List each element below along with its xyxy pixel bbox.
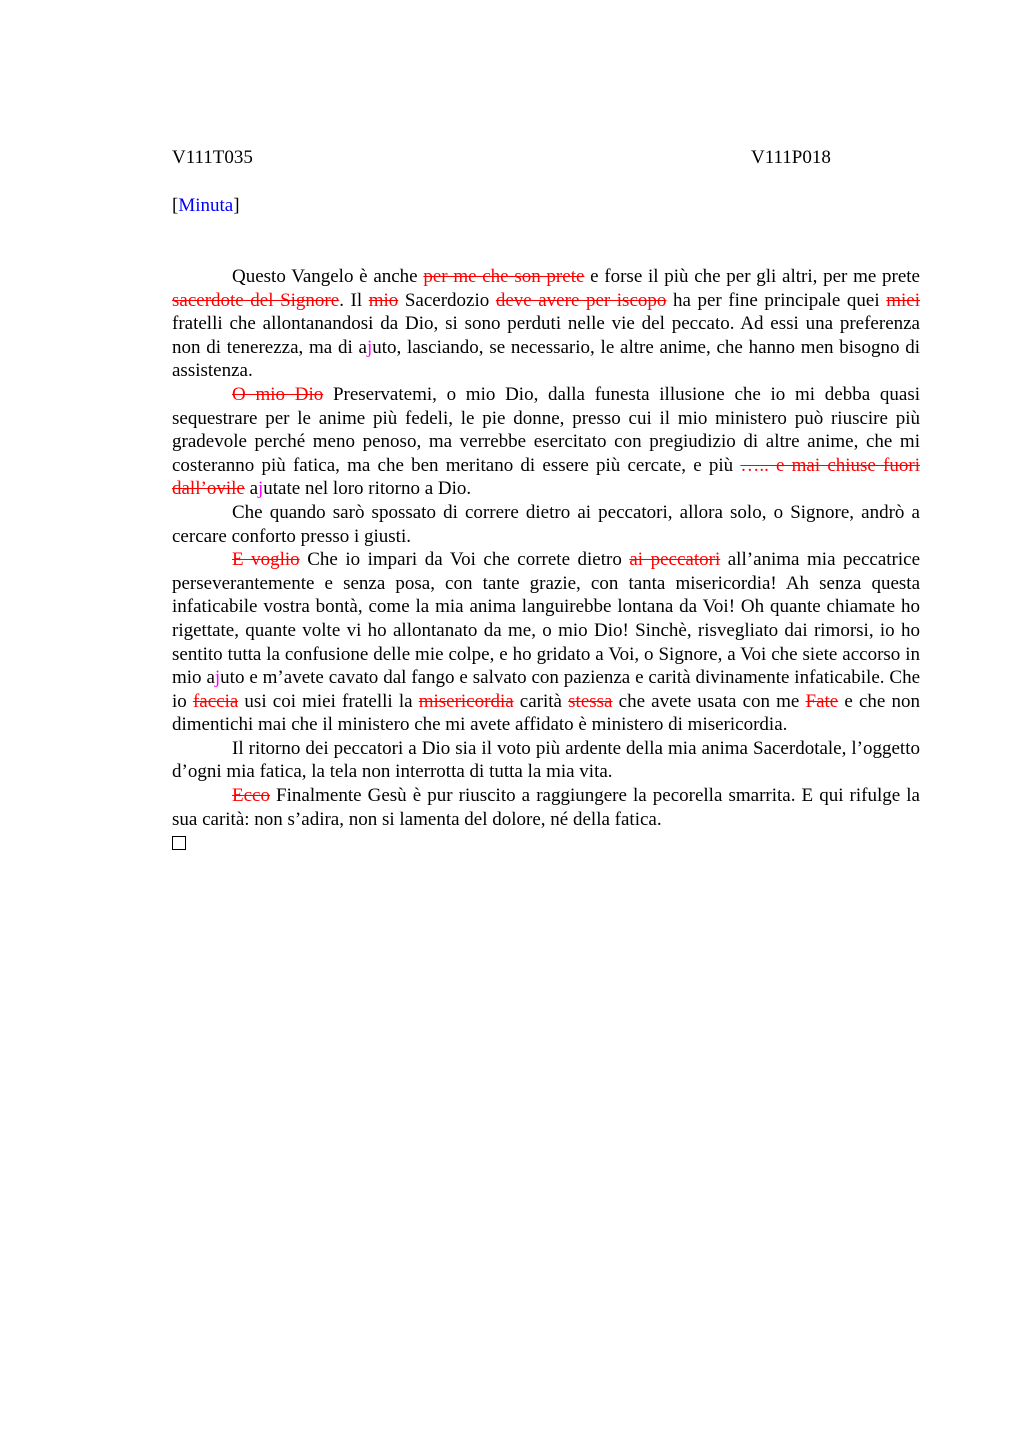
deleted-text: E voglio — [232, 549, 300, 571]
paragraph — [172, 737, 920, 784]
text-run: Sacerdozio — [398, 289, 496, 311]
label-close-bracket: ] — [233, 195, 240, 216]
document-type-label — [172, 194, 920, 218]
text-run: e che non dimentichi mai che il ministero che mi avete affidato è ministero di misericordia. — [172, 690, 920, 736]
deleted-text: faccia — [192, 690, 239, 712]
square-outline-icon — [172, 836, 186, 850]
document-header — [172, 146, 920, 170]
text-run: all’anima mia peccatrice perseverantemente e senza posa, con tante grazie, con tanta misericordia! Ah senza questa infaticabile vostra bontà, come la mia anima languirebbe lontana da Voi! Oh quante chiamate ho rigettate, quante volte vi ho allontanato da me, o mio Dio! Sinchè, risvegliato dai rimorsi, io ho sentito tutta la confusione delle mie colpe, e ho gridato a Voi, o Signore, a Voi che siete accorso in mio a — [172, 549, 920, 689]
text-run: Che quando sarò spossato di correre dietro ai peccatori, allora solo, o Signore, andrò a cercare conforto presso i giusti. — [172, 501, 920, 547]
deleted-text: Ecco — [232, 785, 270, 807]
text-run: Finalmente Gesù è pur riuscito a raggiungere la pecorella smarrita. E qui rifulge la sua carità: non s’adira, non si lamenta del dolore, né della fatica. — [172, 785, 920, 830]
text-run: a — [244, 478, 258, 500]
text-run: uto e m’avete cavato dal fango e salvato con pazienza e carità divinamente infaticabile. Che io — [172, 667, 920, 712]
deleted-text: misericordia — [418, 690, 514, 712]
paragraph — [172, 383, 920, 501]
text-run: Il ritorno dei peccatori a Dio sia il voto più ardente della mia anima Sacerdotale, l’oggetto d’ogni mia fatica, la tela non interrotta di tutta la mia vita. — [172, 737, 920, 783]
deleted-text: sacerdote del Signore — [172, 289, 340, 311]
text-run: usi coi miei fratelli la — [238, 690, 419, 712]
text-run: . Il — [339, 289, 369, 311]
text-run: Questo Vangelo è anche — [232, 266, 424, 287]
deleted-text: ai peccatori — [629, 549, 721, 571]
deleted-text: stessa — [568, 690, 613, 712]
deleted-text: per me che son prete — [423, 266, 585, 287]
minuta-link[interactable]: Minuta — [178, 195, 234, 216]
paragraph — [172, 265, 920, 383]
document-body — [172, 265, 920, 831]
inserted-text: j — [258, 478, 264, 500]
text-run: Che io impari da Voi che correte dietro — [299, 549, 630, 571]
text-run: Preservatemi, o mio Dio, dalla funesta illusione che io mi debba quasi sequestrare per le anime più fedeli, le pie donne, presso cui il mio ministero può riuscire più gradevole perché meno penoso, ma verrebbe esercitato con pregiudizio di altre anime, che mi costeranno più fatica, ma che ben meritano di essere più cercate, e più — [172, 383, 920, 476]
paragraph — [172, 501, 920, 548]
text-run: fratelli che allontanandosi da Dio, si sono perduti nelle vie del peccato. Ad essi una preferenza non di tenerezza, ma di a — [172, 313, 920, 358]
label-open-bracket: [ — [172, 195, 179, 216]
inserted-text: j — [214, 667, 221, 689]
paragraph — [172, 784, 920, 831]
deleted-text: miei — [886, 289, 920, 311]
paragraph — [172, 548, 920, 737]
text-run: ha per fine principale quei — [666, 289, 887, 311]
text-run: che avete usata con me — [612, 690, 806, 712]
document-page — [172, 146, 920, 850]
text-run: utate nel loro ritorno a Dio. — [263, 478, 472, 500]
document-code-right: V111P018 — [751, 147, 831, 168]
inserted-text: j — [366, 336, 373, 358]
deleted-text: Fate — [805, 690, 839, 712]
text-run: uto, lasciando, se necessario, le altre anime, che hanno men bisogno di assistenza. — [172, 336, 920, 382]
deleted-text: ….. e mai chiuse fuori dall’ovile — [172, 454, 920, 500]
document-code-left: V111T035 — [172, 147, 253, 168]
text-run: carità — [513, 690, 569, 712]
text-run: e forse il più che per gli altri, per me prete — [584, 266, 920, 287]
deleted-text: mio — [368, 289, 399, 311]
deleted-text: O mio Dio — [232, 383, 324, 405]
deleted-text: deve avere per iscopo — [495, 289, 667, 311]
